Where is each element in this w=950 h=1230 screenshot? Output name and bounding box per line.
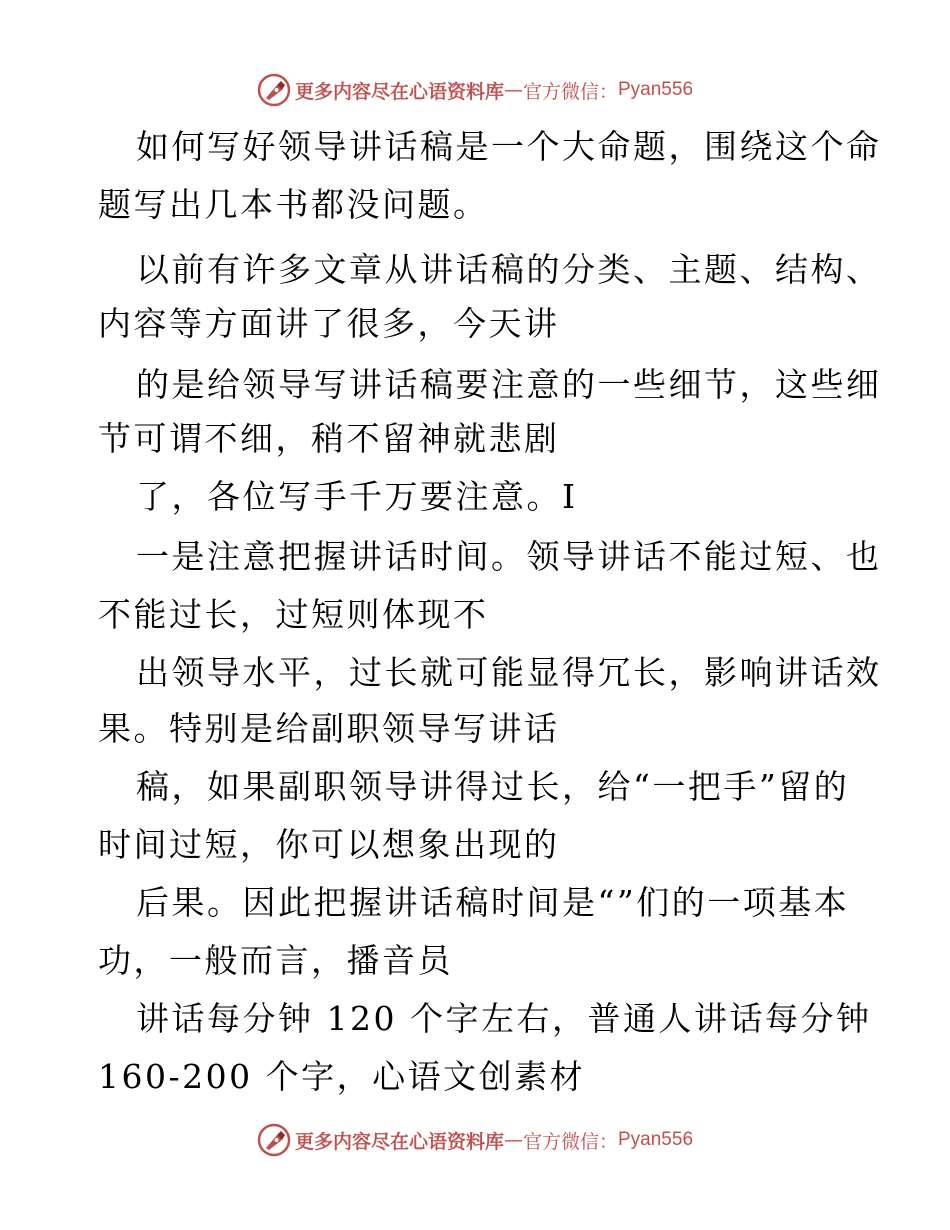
text-line: 题写出几本书都没问题。 xyxy=(98,185,489,224)
text-line: 一是注意把握讲话时间。领导讲话不能过短、也 xyxy=(136,537,882,576)
pen-nib-logo-icon xyxy=(257,1123,291,1157)
text-line: 以前有许多文章从讲话稿的分类、主题、结构、 xyxy=(136,250,882,289)
pen-nib-logo-icon xyxy=(257,73,291,107)
text-line: 出领导水平，过长就可能显得冗长，影响讲话效 xyxy=(136,653,882,692)
text-line: 讲话每分钟 120 个字左右，普通人讲话每分钟 xyxy=(136,999,872,1038)
text-line: 稿，如果副职领导讲得过长，给“一把手”留的 xyxy=(136,767,850,806)
header-banner xyxy=(0,70,950,110)
text-line: 如何写好领导讲话稿是一个大命题，围绕这个命 xyxy=(136,127,882,166)
text-line: 果。特别是给副职领导写讲话 xyxy=(98,709,560,748)
footer-banner xyxy=(0,1120,950,1160)
text-line: 160-200 个字，心语文创素材 xyxy=(98,1057,586,1096)
banner-separator: — xyxy=(503,1129,523,1151)
banner-wechat-label: 官方微信： xyxy=(522,80,618,103)
text-line: 了，各位写手千万要注意。I xyxy=(136,477,578,516)
banner-wechat-label: 官方微信： xyxy=(522,1130,618,1153)
text-line: 内容等方面讲了很多，今天讲 xyxy=(98,304,560,343)
text-line: 功，一般而言，播音员 xyxy=(98,941,453,980)
text-line: 不能过长，过短则体现不 xyxy=(98,595,489,634)
text-line: 后果。因此把握讲话稿时间是“”们的一项基本 xyxy=(136,883,850,922)
banner-brand-text: 更多内容尽在心语资料库 xyxy=(294,1130,504,1153)
text-line: 时间过短，你可以想象出现的 xyxy=(98,825,560,864)
banner-wechat-id: Pyan556 xyxy=(618,1129,694,1150)
banner-separator: — xyxy=(503,79,523,101)
banner-brand-text: 更多内容尽在心语资料库 xyxy=(294,80,504,103)
text-line: 节可谓不细，稍不留神就悲剧 xyxy=(98,419,560,458)
banner-wechat-id: Pyan556 xyxy=(618,79,694,100)
text-line: 的是给领导写讲话稿要注意的一些细节，这些细 xyxy=(136,365,882,404)
